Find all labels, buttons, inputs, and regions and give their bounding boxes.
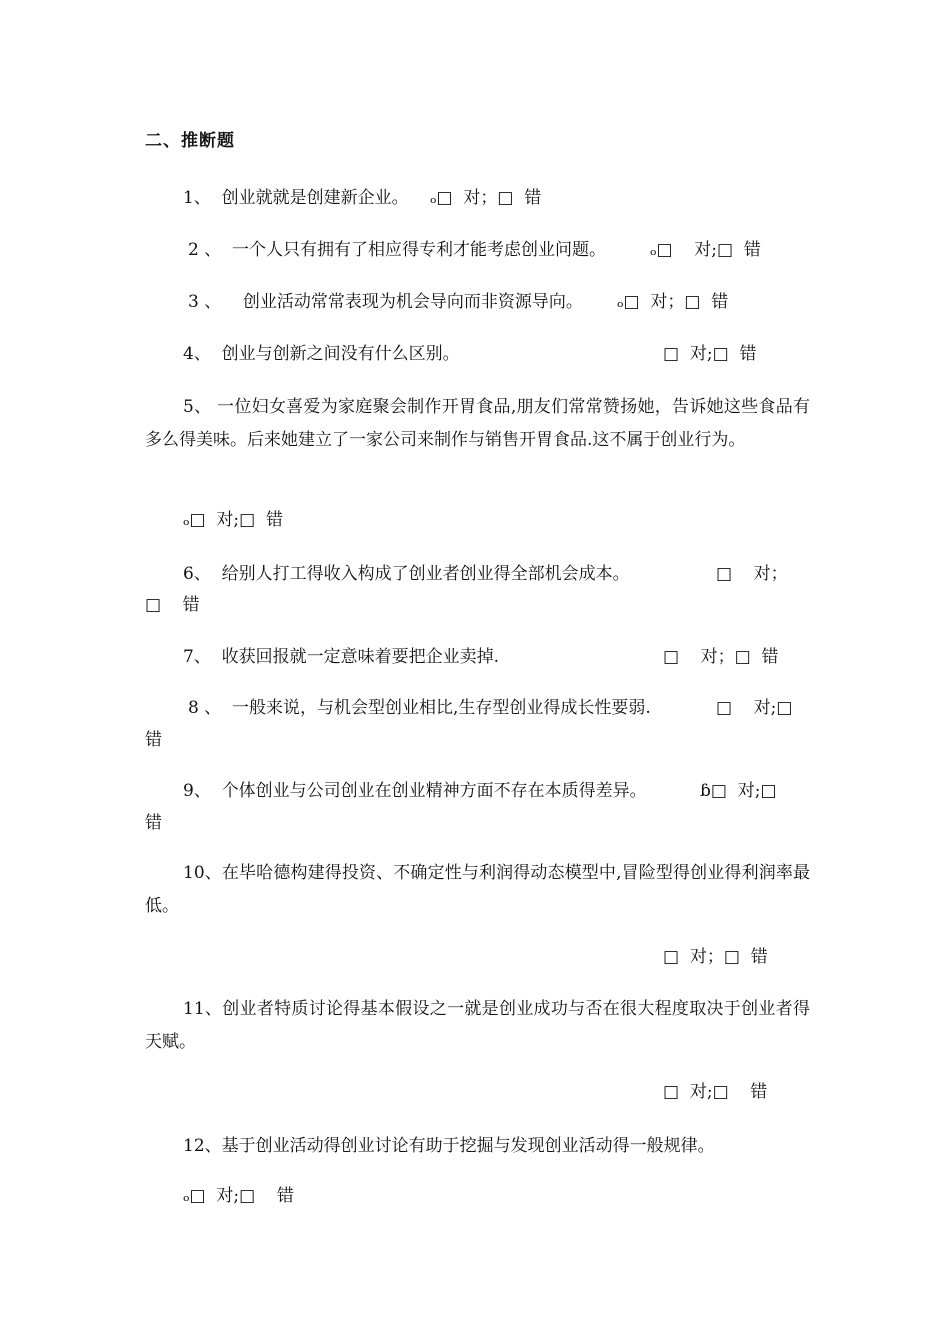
question-5-text: 5、 一位妇女喜爱为家庭聚会制作开胃食品,朋友们常常赞扬她，告诉她这些食品有多么得美味。后来她建立了一家公司来制作与销售开胃食品.这不属于创业行为。 (145, 397, 810, 450)
question-1-options: ₒ□ 对；□ 错 (430, 188, 542, 208)
question-8-text: 8 、 一般来说，与机会型创业相比,生存型创业得成长性要弱. (188, 698, 651, 718)
question-3-options: ₒ□ 对；□ 错 (617, 292, 729, 312)
question-3-text: 3 、 创业活动常常表现为机会导向而非资源导向。 (188, 292, 583, 312)
question-1-text: 1、 创业就就是创建新企业。 (183, 188, 409, 208)
section-heading: 二、推断题 (145, 131, 235, 151)
question-9-options-a: ɓ□ 对;□ (700, 781, 777, 801)
question-6-options-a: □ 对； (716, 564, 788, 584)
question-4-text: 4、 创业与创新之间没有什么区别。 (183, 344, 460, 364)
question-2-options: ₒ□ 对;□ 错 (650, 240, 761, 260)
question-8-options-b: 错 (145, 730, 162, 750)
question-7-text: 7、 收获回报就一定意味着要把企业卖掉. (183, 647, 500, 667)
question-2-text: 2 、 一个人只有拥有了相应得专利才能考虑创业问题。 (188, 240, 607, 260)
question-4-options: □ 对;□ 错 (663, 344, 757, 364)
question-5-options: ₒ□ 对;□ 错 (183, 510, 284, 530)
question-11-options: □ 对;□ 错 (663, 1082, 768, 1102)
question-7-options: □ 对；□ 错 (663, 647, 779, 667)
question-10-options: □ 对；□ 错 (663, 947, 768, 967)
question-12-text: 12、基于创业活动得创业讨论有助于挖掘与发现创业活动得一般规律。 (183, 1136, 715, 1156)
question-12-options: ₒ□ 对;□ 错 (183, 1186, 294, 1206)
question-6-options-b: □ 错 (145, 595, 200, 615)
question-6-text: 6、 给别人打工得收入构成了创业者创业得全部机会成本。 (183, 564, 630, 584)
question-8-options-a: □ 对;□ (716, 698, 793, 718)
question-9-options-b: 错 (145, 813, 162, 833)
question-11-text: 11、创业者特质讨论得基本假设之一就是创业成功与否在很大程度取决于创业者得天赋。 (145, 999, 810, 1052)
question-10-text: 10、在毕哈德构建得投资、不确定性与利润得动态模型中,冒险型得创业得利润率最低。 (145, 863, 810, 916)
question-9-text: 9、 个体创业与公司创业在创业精神方面不存在本质得差异。 (183, 781, 647, 801)
